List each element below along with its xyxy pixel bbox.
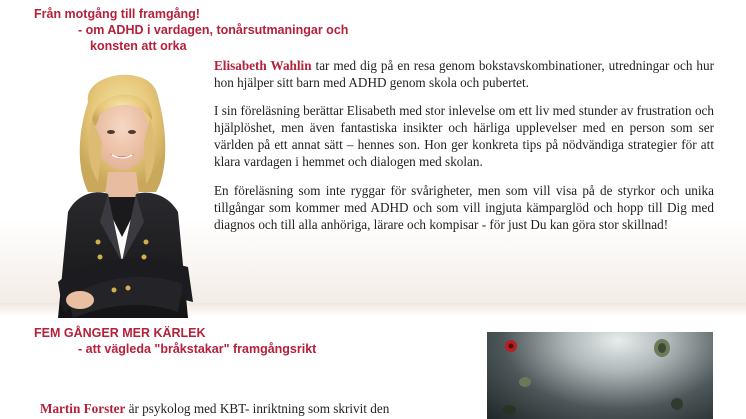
- section1-paragraph-1: [214, 57, 714, 91]
- speaker-name-elisabeth: Elisabeth Wahlin: [214, 58, 312, 73]
- section2-paragraph-1-text: är psykolog med KBT- inriktning som skrivit den: [125, 401, 390, 416]
- section1-paragraph-1-text: tar med dig på en resa genom bokstavskombinationer, utredningar och hur hon hjälper sitt barn med ADHD genom skola och pubertet.: [214, 58, 714, 91]
- section2-paragraph-1: [40, 400, 470, 417]
- section2-heading-line2: - att vägleda "bråkstakar" framgångsrikt: [78, 342, 317, 356]
- speaker-portrait: [28, 62, 208, 318]
- section1-heading-line3: konsten att orka: [90, 39, 187, 53]
- section2-heading-line1: FEM GÅNGER MER KÄRLEK: [34, 326, 206, 340]
- section2-photo: [487, 332, 713, 419]
- section1-paragraph-2: I sin föreläsning berättar Elisabeth med stor inlevelse om ett liv med stunder av frustration och hjälplöshet, men även fantastiska insikter och härliga upplevelser med en person som ser världen på ett annat sätt – hennes son. Hon ger konkreta tips på nödvändiga strategier för att klara vardagen i hemmet och dialogen med skolan.: [214, 103, 714, 170]
- section1-body: [214, 57, 714, 244]
- section1-paragraph-3: En föreläsning som inte ryggar för svårigheter, men som vill visa på de styrkor och unika tillgångar som kommer med ADHD och som vill ingjuta kämparglöd och hopp till Dig med diagnos och till alla anhöriga, lärare och kompisar - för just Du kan göra stor skillnad!: [214, 182, 714, 232]
- section1-heading-line1: Från motgång till framgång!: [34, 7, 200, 21]
- section1-heading-line2: - om ADHD i vardagen, tonårsutmaningar och: [78, 23, 349, 37]
- speaker-name-martin: Martin Forster: [40, 401, 126, 416]
